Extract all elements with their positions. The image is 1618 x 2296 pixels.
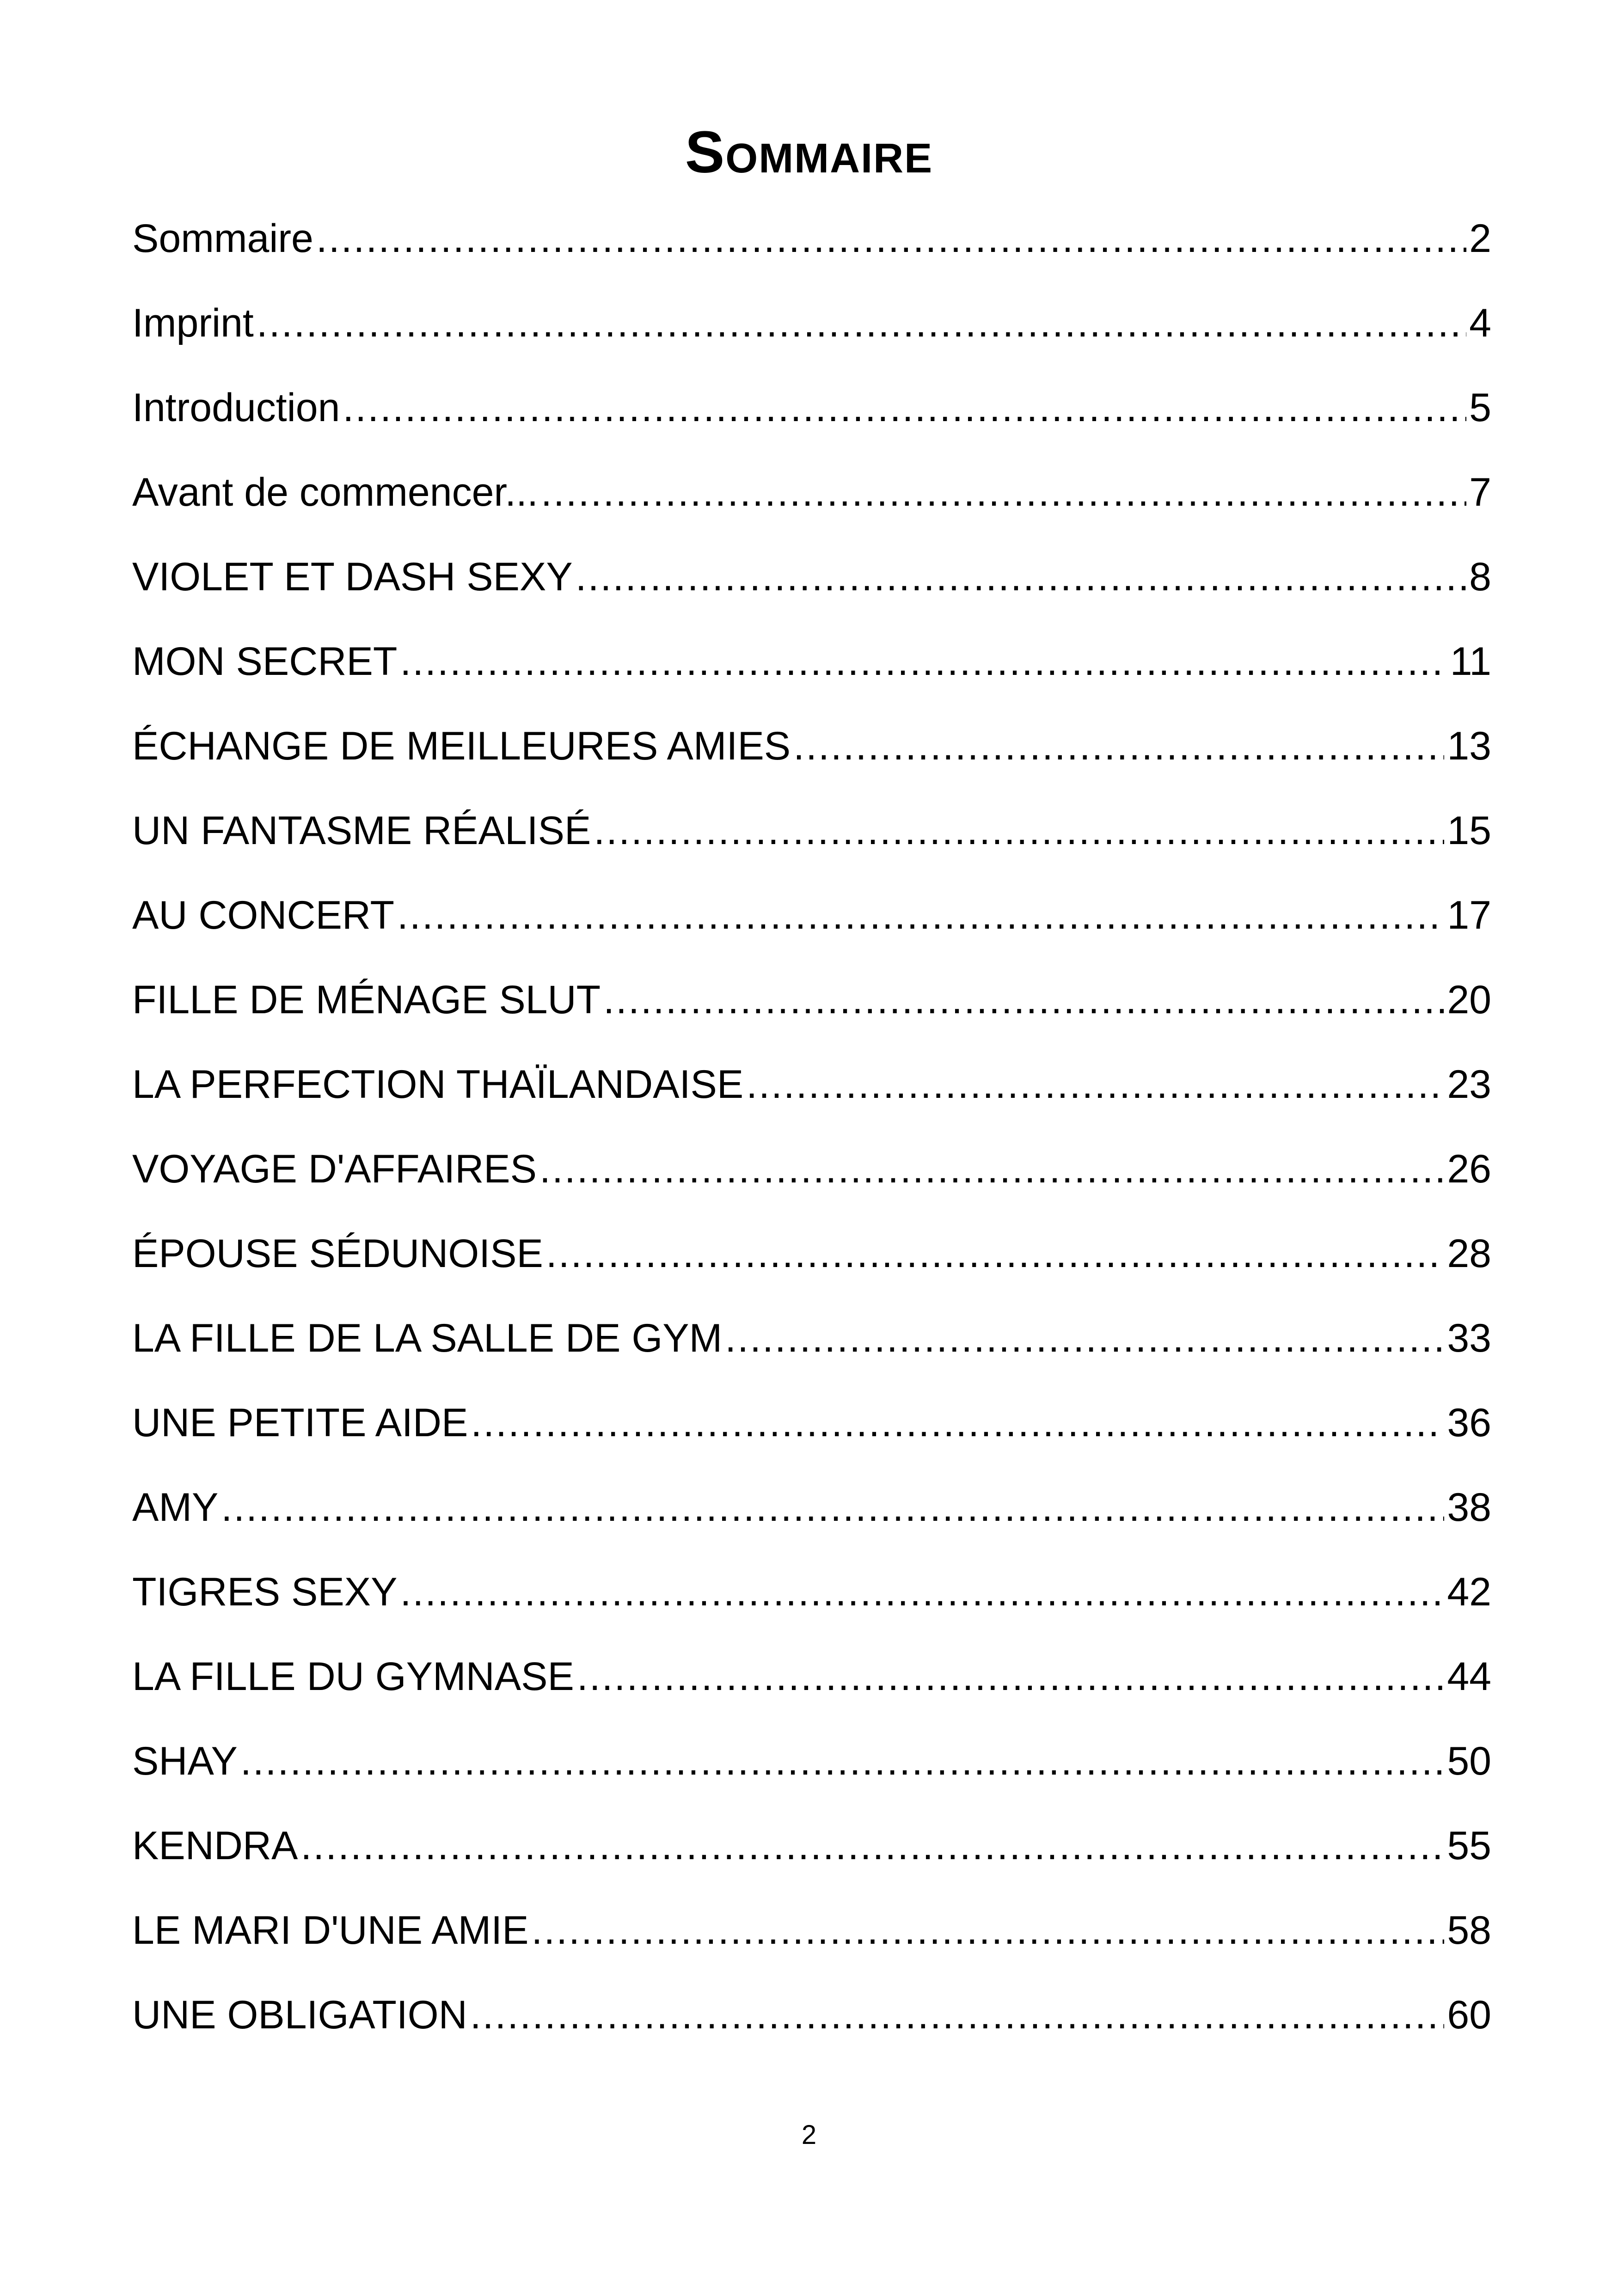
dot-leader (240, 1719, 1445, 1804)
toc-entry[interactable] (132, 196, 1491, 281)
dot-leader (397, 873, 1444, 958)
dot-leader (793, 704, 1444, 789)
toc-entry[interactable] (132, 789, 1491, 873)
dot-leader (470, 1973, 1445, 2057)
dot-leader (594, 789, 1444, 873)
toc-entry[interactable] (132, 1465, 1491, 1550)
dot-leader (577, 1635, 1444, 1719)
toc-entry-label: MON SECRET (132, 639, 398, 684)
toc-entry[interactable] (132, 619, 1491, 704)
toc-entry-label: AMY (132, 1485, 219, 1530)
toc-entry[interactable] (132, 958, 1491, 1042)
dot-leader (257, 281, 1466, 366)
toc-entry[interactable] (132, 1381, 1491, 1465)
toc-entry-page: 15 (1447, 808, 1491, 853)
toc-entry[interactable] (132, 704, 1491, 789)
toc-entry-page: 17 (1447, 893, 1491, 937)
page-number: 2 (801, 2120, 817, 2150)
toc-entry-page: 7 (1469, 470, 1491, 514)
toc-entry-label: VOYAGE D'AFFAIRES (132, 1147, 537, 1191)
toc-entry[interactable] (132, 1888, 1491, 1973)
dot-leader (725, 1296, 1444, 1381)
dot-leader (603, 958, 1444, 1042)
toc-entry-page: 33 (1447, 1316, 1491, 1360)
toc-entry-label: UNE OBLIGATION (132, 1993, 467, 2037)
toc-entry-label: FILLE DE MÉNAGE SLUT (132, 978, 601, 1022)
toc-entry-label: Sommaire (132, 216, 313, 261)
dot-leader (746, 1042, 1444, 1127)
toc-entry-page: 28 (1447, 1231, 1491, 1276)
toc-entry-page: 60 (1447, 1993, 1491, 2037)
toc-entry-page: 13 (1447, 724, 1491, 768)
toc-entry-page: 44 (1447, 1654, 1491, 1699)
toc-entry-label: LA FILLE DE LA SALLE DE GYM (132, 1316, 723, 1360)
toc-entry[interactable] (132, 1042, 1491, 1127)
toc-entry-page: 55 (1447, 1824, 1491, 1868)
toc-entry-label: UNE PETITE AIDE (132, 1401, 468, 1445)
toc-entry-page: 58 (1447, 1908, 1491, 1953)
toc-entry-label: LE MARI D'UNE AMIE (132, 1908, 529, 1953)
toc-entry-page: 5 (1469, 386, 1491, 430)
dot-leader (576, 535, 1466, 619)
toc-entry-page: 2 (1469, 216, 1491, 261)
toc-entry[interactable] (132, 366, 1491, 450)
toc-entry[interactable] (132, 1719, 1491, 1804)
toc-entry-page: 23 (1447, 1062, 1491, 1107)
toc-entry-label: VIOLET ET DASH SEXY (132, 555, 573, 599)
toc-entry[interactable] (132, 1296, 1491, 1381)
toc-entry-label: SHAY (132, 1739, 238, 1783)
dot-leader (343, 366, 1466, 450)
dot-leader (531, 1888, 1444, 1973)
toc-entry-label: ÉCHANGE DE MEILLEURES AMIES (132, 724, 791, 768)
toc-entry-label: UN FANTASME RÉALISÉ (132, 808, 591, 853)
toc-entry-label: TIGRES SEXY (132, 1570, 398, 1614)
toc-entry[interactable] (132, 450, 1491, 535)
toc-entry[interactable] (132, 1973, 1491, 2057)
toc-entry-label: Introduction (132, 386, 340, 430)
dot-leader (471, 1381, 1444, 1465)
toc-entry-label: AU CONCERT (132, 893, 395, 937)
toc-entry-label: ÉPOUSE SÉDUNOISE (132, 1231, 543, 1276)
dot-leader (400, 619, 1447, 704)
dot-leader (316, 196, 1466, 281)
toc-entry-page: 8 (1469, 555, 1491, 599)
dot-leader (300, 1804, 1444, 1888)
toc-entry-label: Imprint (132, 301, 254, 345)
toc-entry-page: 26 (1447, 1147, 1491, 1191)
toc-entry[interactable] (132, 1804, 1491, 1888)
toc-entry[interactable] (132, 1212, 1491, 1296)
toc-entry-label: LA PERFECTION THAÏLANDAISE (132, 1062, 744, 1107)
toc-entry-label: Avant de commencer... (132, 470, 538, 514)
toc-entry-page: 20 (1447, 978, 1491, 1022)
table-of-contents (132, 196, 1491, 2057)
toc-entry[interactable] (132, 535, 1491, 619)
toc-entry-page: 50 (1447, 1739, 1491, 1783)
toc-entry-page: 36 (1447, 1401, 1491, 1445)
toc-entry-page: 42 (1447, 1570, 1491, 1614)
dot-leader (221, 1465, 1444, 1550)
toc-entry[interactable] (132, 1550, 1491, 1635)
toc-entry-label: KENDRA (132, 1824, 298, 1868)
toc-entry-page: 38 (1447, 1485, 1491, 1530)
toc-entry[interactable] (132, 873, 1491, 958)
page-title: Sommaire (685, 119, 933, 185)
toc-entry-page: 11 (1450, 639, 1491, 684)
toc-entry-page: 4 (1469, 301, 1491, 345)
dot-leader (541, 450, 1466, 535)
toc-entry-label: LA FILLE DU GYMNASE (132, 1654, 574, 1699)
dot-leader (546, 1212, 1444, 1296)
toc-entry[interactable] (132, 281, 1491, 366)
dot-leader (400, 1550, 1445, 1635)
toc-entry[interactable] (132, 1127, 1491, 1212)
dot-leader (539, 1127, 1444, 1212)
toc-entry[interactable] (132, 1635, 1491, 1719)
